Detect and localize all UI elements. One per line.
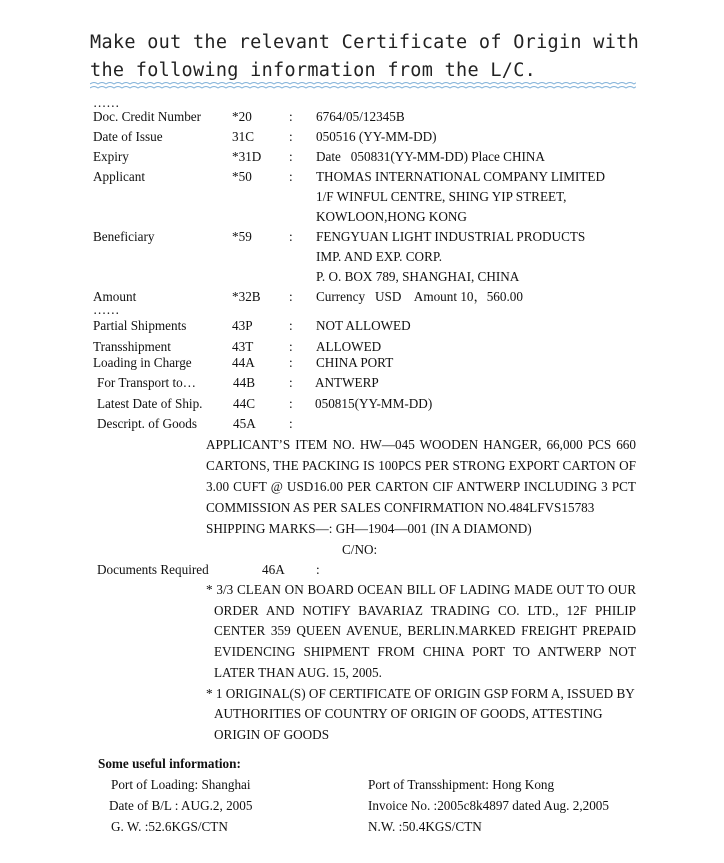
ellipsis-top: ……: [93, 95, 120, 110]
field-value: CHINA PORT: [316, 355, 394, 370]
port-of-transshipment: Port of Transshipment: Hong Kong: [368, 777, 555, 792]
field-tag: 31C: [232, 129, 254, 144]
field-value: 1/F WINFUL CENTRE, SHING YIP STREET,: [316, 189, 567, 204]
field-value: ALLOWED: [316, 339, 382, 354]
field-tag: 43T: [232, 339, 254, 354]
field-value: Date 050831(YY-MM-DD) Place CHINA: [316, 149, 545, 164]
field-label: Transshipment: [93, 339, 171, 354]
gross-weight: G. W. :52.6KGS/CTN: [111, 819, 228, 834]
field-value: Currency USD Amount 10，560.00: [316, 289, 523, 304]
field-tag: 44C: [233, 396, 255, 411]
field-sep: :: [289, 375, 293, 390]
field-label: Applicant: [93, 169, 146, 184]
field-sep: :: [289, 289, 293, 304]
shipping-marks: SHIPPING MARKS—: GH—1904—001 (IN A DIAMOND): [206, 521, 532, 536]
field-label: For Transport to…: [97, 375, 196, 390]
field-label: Amount: [93, 289, 137, 304]
field-label: Doc. Credit Number: [93, 109, 202, 124]
ellipsis-middle: ……: [93, 302, 120, 317]
field-label: Latest Date of Ship.: [97, 396, 203, 411]
net-weight: N.W. :50.4KGS/CTN: [368, 819, 482, 834]
field-value: THOMAS INTERNATIONAL COMPANY LIMITED: [316, 169, 606, 184]
port-of-loading: Port of Loading: Shanghai: [111, 777, 251, 792]
field-label: Loading in Charge: [93, 355, 192, 370]
field-tag: *32B: [232, 289, 261, 304]
field-sep: :: [289, 355, 293, 370]
field-sep: :: [289, 129, 293, 144]
field-tag: 44A: [232, 355, 255, 370]
wavy-divider: [90, 80, 636, 92]
field-tag: *31D: [232, 149, 262, 164]
date-of-bl: Date of B/L : AUG.2, 2005: [109, 798, 253, 813]
field-label: Expiry: [93, 149, 129, 164]
field-value: FENGYUAN LIGHT INDUSTRIAL PRODUCTS: [316, 229, 586, 244]
field-value: KOWLOON,HONG KONG: [316, 209, 467, 224]
field-tag: 45A: [233, 416, 256, 431]
field-value: NOT ALLOWED: [316, 318, 411, 333]
invoice-number: Invoice No. :2005c8k4897 dated Aug. 2,2005: [368, 798, 609, 813]
goods-text: APPLICANT’S ITEM NO. HW—045 WOODEN HANGER, 66,000 PCS 660 CARTONS, THE PACKING IS 100PCS PER STRONG EXPORT CARTON OF 3.00 CUFT @ USD16.00 PER CARTON CIF ANTWERP INCLUDING 3 PCT COMMISSION AS PER SALES CONFIRMATION NO.484LFVS15783: [206, 437, 636, 515]
field-tag: 43P: [232, 318, 253, 333]
field-sep: :: [289, 416, 293, 431]
field-label: Partial Shipments: [93, 318, 187, 333]
field-tag: *50: [232, 169, 252, 184]
document-item-bill-of-lading: * 3/3 CLEAN ON BOARD OCEAN BILL OF LADING MADE OUT TO OUR ORDER AND NOTIFY BAVARIAZ TRADING CO. LTD., 12F PHILIP CENTER 359 QUEEN AVENUE, BERLIN.MARKED FREIGHT PREPAID EVIDENCING SHIPMENT FROM CHINA PORT TO ANTWERP NOT LATER THAN AUG. 15, 2005.: [206, 582, 636, 680]
field-value: 6764/05/12345B: [316, 109, 405, 124]
field-sep: :: [289, 109, 293, 124]
field-label: Descript. of Goods: [97, 416, 197, 431]
documents-tag: 46A: [262, 562, 285, 577]
field-sep: :: [289, 339, 293, 354]
field-sep: :: [289, 149, 293, 164]
field-value: 050516 (YY-MM-DD): [316, 129, 437, 144]
field-value: ANTWERP: [315, 375, 379, 390]
field-tag: *59: [232, 229, 252, 244]
document-item-certificate-of-origin: * 1 ORIGINAL(S) OF CERTIFICATE OF ORIGIN GSP FORM A, ISSUED BY AUTHORITIES OF COUNTRY OF ORIGIN OF GOODS, ATTESTING ORIGIN OF GOODS: [206, 685, 635, 742]
useful-title: Some useful information:: [98, 756, 241, 771]
field-label: Date of Issue: [93, 129, 163, 144]
field-tag: *20: [232, 109, 252, 124]
field-sep: :: [289, 169, 293, 184]
field-sep: :: [289, 318, 293, 333]
carton-number: C/NO:: [342, 542, 378, 557]
field-sep: :: [289, 229, 293, 244]
documents-label: Documents Required: [97, 562, 209, 577]
exercise-heading: Make out the relevant Certificate of Origin with the following information from the L/C.: [90, 32, 640, 81]
field-tag: 44B: [233, 375, 255, 390]
field-value: P. O. BOX 789, SHANGHAI, CHINA: [316, 269, 520, 284]
field-value: 050815(YY-MM-DD): [315, 396, 433, 411]
field-value: IMP. AND EXP. CORP.: [316, 249, 443, 264]
field-label: Beneficiary: [93, 229, 155, 244]
documents-sep: :: [316, 562, 320, 577]
goods-description: [206, 434, 636, 560]
documents-list: [206, 580, 636, 746]
field-sep: :: [289, 396, 293, 411]
